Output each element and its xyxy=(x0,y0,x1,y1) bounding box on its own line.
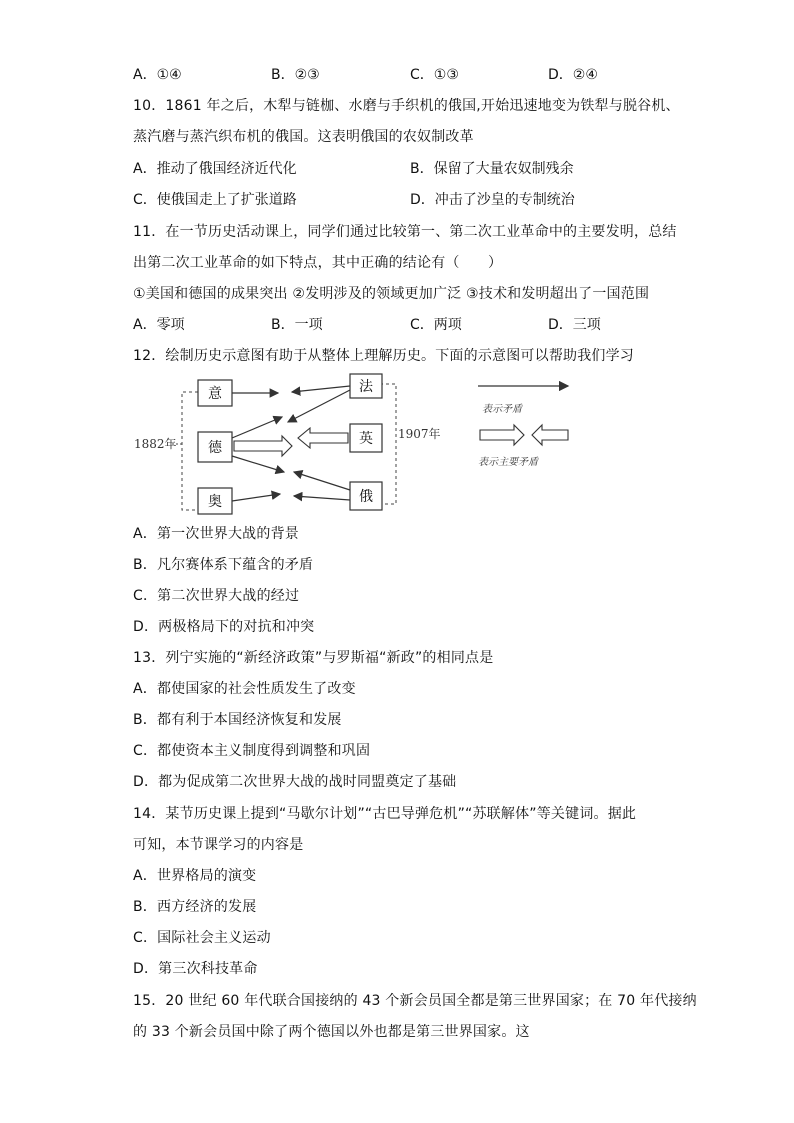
alliance-diagram xyxy=(132,372,582,517)
option-c[interactable]: C．都使资本主义制度得到调整和巩固 xyxy=(133,743,371,759)
option-c[interactable]: C．①③ xyxy=(410,67,459,83)
box-italy-label: 意 xyxy=(208,386,222,402)
option-a[interactable]: A．零项 xyxy=(133,317,185,333)
option-b[interactable]: B．西方经济的发展 xyxy=(133,899,257,915)
question-stem: 蒸汽磨与蒸汽织布机的俄国。这表明俄国的农奴制改革 xyxy=(133,129,474,145)
legend-conflict-label: 表示矛盾 xyxy=(482,404,522,415)
arrow-russia-to-germany xyxy=(294,472,350,490)
question-stem: 可知，本节课学习的内容是 xyxy=(133,837,304,853)
statement-list: ①美国和德国的成果突出 ②发明涉及的领域更加广泛 ③技术和发明超出了一国范围 xyxy=(133,286,650,302)
question-stem: 14．某节历史课上提到“马歇尔计划”“古巴导弹危机”“苏联解体”等关键词。据此 xyxy=(133,806,637,822)
option-a[interactable]: A．第一次世界大战的背景 xyxy=(133,526,299,542)
question-stem: 的 33 个新会员国中除了两个德国以外也都是第三世界国家。这 xyxy=(133,1024,530,1040)
option-b[interactable]: B．凡尔赛体系下蕴含的矛盾 xyxy=(133,557,314,573)
box-france-label: 法 xyxy=(359,379,373,395)
legend-hollow-arrow-left xyxy=(532,425,568,445)
arrow-austria-to-center xyxy=(232,494,280,501)
option-b[interactable]: B．保留了大量农奴制残余 xyxy=(410,161,574,177)
option-d[interactable]: D．三项 xyxy=(548,317,601,333)
option-a[interactable]: A．世界格局的演变 xyxy=(133,868,257,884)
option-a[interactable]: A．都使国家的社会性质发生了改变 xyxy=(133,681,356,697)
option-c[interactable]: C．使俄国走上了扩张道路 xyxy=(133,192,297,208)
hollow-arrow-germany-to-britain xyxy=(234,436,292,456)
legend-main-conflict-label: 表示主要矛盾 xyxy=(478,457,538,468)
question-stem: 13．列宁实施的“新经济政策”与罗斯福“新政”的相同点是 xyxy=(133,650,494,666)
option-b[interactable]: B．都有利于本国经济恢复和发展 xyxy=(133,712,342,728)
question-stem: 10．1861 年之后，木犁与链枷、水磨与手织机的俄国,开始迅速地变为铁犁与脱谷机、 xyxy=(133,98,680,114)
arrow-germany-to-russia xyxy=(232,456,284,472)
question-stem: 11．在一节历史活动课上，同学们通过比较第一、第二次工业革命中的主要发明，总结 xyxy=(133,224,677,240)
option-a[interactable]: A．推动了俄国经济近代化 xyxy=(133,161,297,177)
legend-hollow-arrow-right xyxy=(480,425,524,445)
box-russia-label: 俄 xyxy=(359,489,373,505)
arrow-russia-to-austria xyxy=(294,496,350,500)
hollow-arrow-britain-to-germany xyxy=(298,428,348,448)
box-austria-label: 奥 xyxy=(208,494,222,510)
option-c[interactable]: C．两项 xyxy=(410,317,462,333)
option-d[interactable]: D．两极格局下的对抗和冲突 xyxy=(133,619,315,635)
option-c[interactable]: C．第二次世界大战的经过 xyxy=(133,588,300,604)
box-germany-label: 德 xyxy=(208,440,222,456)
option-d[interactable]: D．第三次科技革命 xyxy=(133,961,258,977)
option-b[interactable]: B．②③ xyxy=(271,67,320,83)
year-1882-label: 1882年 xyxy=(134,437,177,451)
option-d[interactable]: D．②④ xyxy=(548,67,598,83)
option-a[interactable]: A．①④ xyxy=(133,67,182,83)
arrow-france-to-germany xyxy=(288,390,350,422)
year-1907-label: 1907年 xyxy=(398,427,441,441)
box-britain-label: 英 xyxy=(359,431,373,447)
question-stem: 15．20 世纪 60 年代联合国接纳的 43 个新会员国全都是第三世界国家；在 70 年代接纳 xyxy=(133,993,697,1009)
option-d[interactable]: D．冲击了沙皇的专制统治 xyxy=(410,192,575,208)
option-d[interactable]: D．都为促成第二次世界大战的战时同盟奠定了基础 xyxy=(133,774,457,790)
question-stem: 12．绘制历史示意图有助于从整体上理解历史。下面的示意图可以帮助我们学习 xyxy=(133,348,635,364)
arrow-france-to-center xyxy=(292,386,350,392)
question-stem: 出第二次工业革命的如下特点，其中正确的结论有（ ） xyxy=(133,255,503,271)
option-c[interactable]: C．国际社会主义运动 xyxy=(133,930,271,946)
arrow-germany-to-france xyxy=(232,417,282,438)
option-b[interactable]: B．一项 xyxy=(271,317,323,333)
